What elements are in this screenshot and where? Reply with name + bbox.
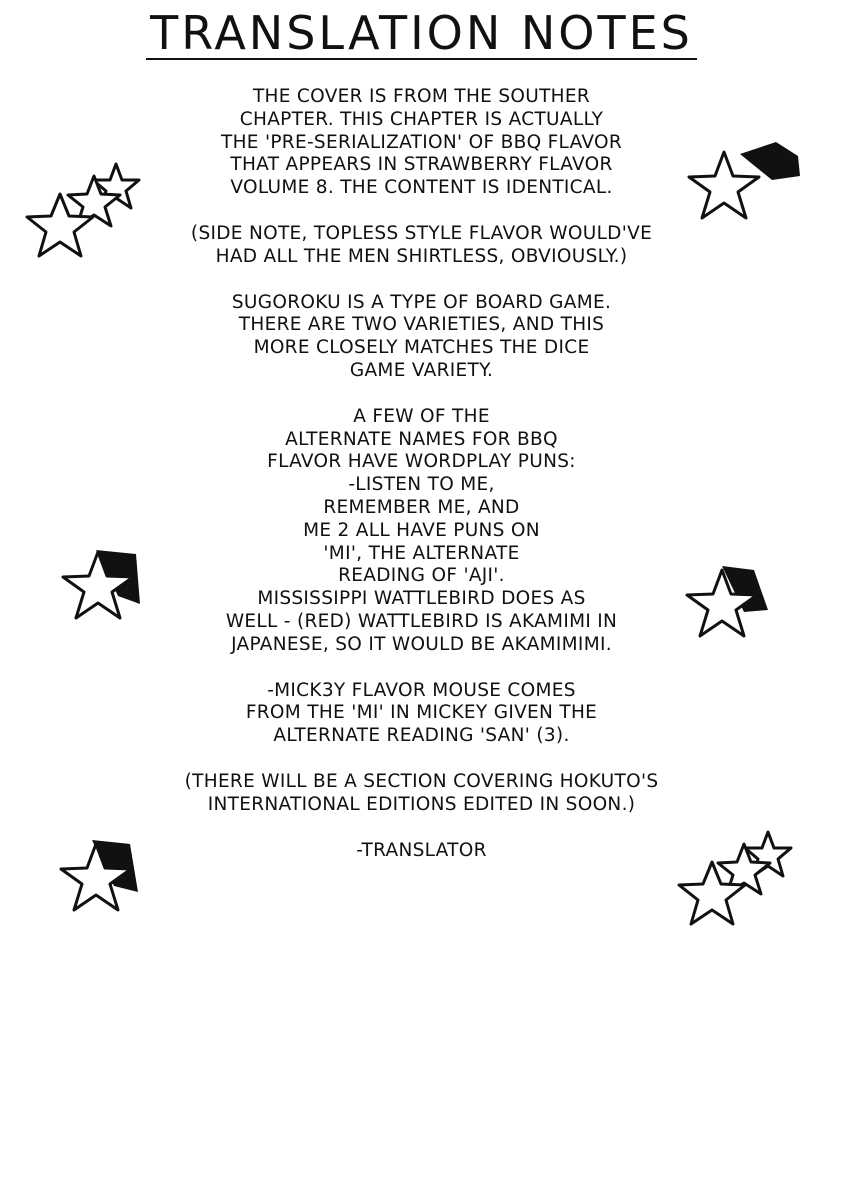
note-line: HAD ALL THE MEN SHIRTLESS, OBVIOUSLY.) <box>215 245 628 267</box>
note-line: A FEW OF THE <box>353 405 490 427</box>
notes-body <box>140 86 703 885</box>
note-line: INTERNATIONAL EDITIONS EDITED IN SOON.) <box>207 793 636 815</box>
note-line: -LISTEN TO ME, <box>348 474 495 496</box>
note-line: THERE ARE TWO VARIETIES, AND THIS <box>238 314 605 336</box>
note-line: ALTERNATE READING 'SAN' (3). <box>273 725 570 747</box>
note-line: WELL - (RED) WATTLEBIRD IS AKAMIMI IN <box>225 610 618 632</box>
note-line: JAPANESE, SO IT WOULD BE AKAMIMIMI. <box>231 633 612 655</box>
note-line: CHAPTER. THIS CHAPTER IS ACTUALLY <box>239 108 604 130</box>
star-right-middle-icon <box>682 560 777 650</box>
note-paragraph-sugoroku <box>140 292 703 383</box>
note-line: REMEMBER ME, AND <box>323 496 520 518</box>
note-line: FLAVOR HAVE WORDPLAY PUNS: <box>267 451 576 473</box>
note-paragraph-side-note <box>140 223 703 269</box>
note-line: MISSISSIPPI WATTLEBIRD DOES AS <box>257 588 586 610</box>
note-line: -MICK3Y FLAVOR MOUSE COMES <box>267 679 576 701</box>
star-cluster-icon <box>18 158 148 268</box>
note-line: THE 'PRE-SERIALIZATION' OF BBQ FLAVOR <box>220 131 623 153</box>
note-paragraph-puns <box>140 406 703 657</box>
note-line: GAME VARIETY. <box>349 359 494 381</box>
note-line: 'MI', THE ALTERNATE <box>323 542 520 564</box>
note-paragraph-editions <box>140 771 703 817</box>
note-line: (THERE WILL BE A SECTION COVERING HOKUTO'S <box>184 770 659 792</box>
star-cluster-bottom-right-icon <box>672 828 802 938</box>
note-line: ALTERNATE NAMES FOR BBQ <box>285 428 558 450</box>
note-line: THAT APPEARS IN STRAWBERRY FLAVOR <box>230 154 613 176</box>
note-line: MORE CLOSELY MATCHES THE DICE <box>253 337 590 359</box>
star-shooting-icon <box>680 136 805 236</box>
star-left-middle-icon <box>56 544 151 634</box>
note-line: VOLUME 8. THE CONTENT IS IDENTICAL. <box>230 177 613 199</box>
note-line: (SIDE NOTE, TOPLESS STYLE FLAVOR WOULD'VE <box>190 222 653 244</box>
note-line: SUGOROKU IS A TYPE OF BOARD GAME. <box>231 291 612 313</box>
translator-signature <box>140 840 703 863</box>
note-paragraph-mick3y <box>140 680 703 748</box>
note-line: READING OF 'AJI'. <box>338 565 505 587</box>
note-line: ME 2 ALL HAVE PUNS ON <box>303 519 540 541</box>
page-title: TRANSLATION NOTES <box>146 8 697 60</box>
star-left-bottom-icon <box>54 836 149 926</box>
signature-text: -TRANSLATOR <box>356 839 487 861</box>
note-line: THE COVER IS FROM THE SOUTHER <box>252 86 591 107</box>
page-title-wrap <box>0 8 843 60</box>
note-line: FROM THE 'MI' IN MICKEY GIVEN THE <box>245 702 598 724</box>
note-paragraph-cover <box>140 86 703 200</box>
